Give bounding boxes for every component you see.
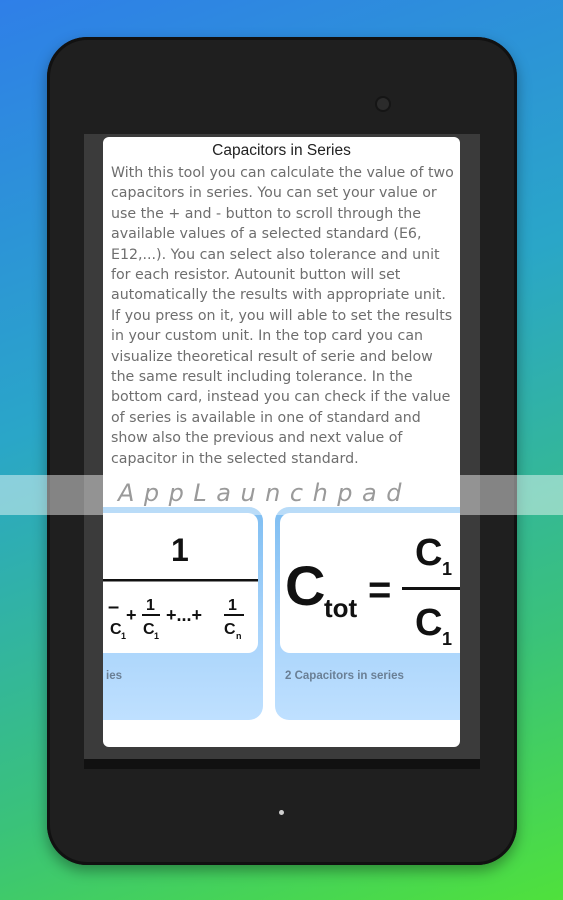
watermark-band <box>0 475 563 515</box>
svg-text:1: 1 <box>442 559 453 579</box>
svg-text:–: – <box>108 596 120 618</box>
svg-text:=: = <box>368 568 392 612</box>
dialog-title: Capacitors in Series <box>212 142 351 159</box>
svg-text:+: + <box>126 605 137 625</box>
device-screen <box>84 134 480 769</box>
svg-text:n: n <box>236 631 242 641</box>
two-capacitors-card[interactable] <box>275 507 460 720</box>
formula-panel <box>280 513 460 653</box>
formula-panel <box>103 513 258 653</box>
ctot-formula-graphic <box>280 513 460 653</box>
tablet-frame <box>47 37 517 865</box>
svg-text:C: C <box>415 602 443 644</box>
svg-text:1: 1 <box>154 631 160 641</box>
watermark-text: AppLaunchpad <box>118 479 411 507</box>
dialog-body-text: With this tool you can calculate the value of two capacitors in series. You can set your value or use the + and - button to scroll through the available values of a selected standard (E6, E12,...). You can select also tolerance and unit for each resistor. Autounit button will set automatically the results with appropriate unit. If you press on it, you will able to set the results in your custom unit. In the top card you can visualize theoretical result of serie and below the same result including tolerance. In the bottom card, instead you can check if the value of series is available in one of standard and show also the previous and next value of capacitor in the selected standard. <box>111 165 454 467</box>
card-caption: ies <box>106 670 122 682</box>
svg-text:tot: tot <box>324 593 358 623</box>
svg-text:1: 1 <box>146 597 155 614</box>
svg-text:C: C <box>110 621 122 638</box>
svg-text:C: C <box>143 621 155 638</box>
svg-text:C: C <box>415 532 443 574</box>
svg-text:C: C <box>224 621 236 638</box>
home-indicator <box>279 810 284 815</box>
series-formula-card[interactable] <box>103 507 263 720</box>
svg-text:1: 1 <box>442 629 453 649</box>
svg-text:+...+: +...+ <box>166 605 203 625</box>
card-caption: 2 Capacitors in series <box>285 670 404 682</box>
svg-text:C: C <box>285 554 326 617</box>
reciprocal-formula-graphic <box>103 513 258 653</box>
svg-text:1: 1 <box>121 631 127 641</box>
svg-text:1: 1 <box>228 597 237 614</box>
info-dialog <box>103 137 460 747</box>
svg-text:1: 1 <box>171 532 189 568</box>
camera-icon <box>377 98 389 110</box>
formula-cards <box>103 507 460 722</box>
navigation-bar <box>84 759 480 769</box>
